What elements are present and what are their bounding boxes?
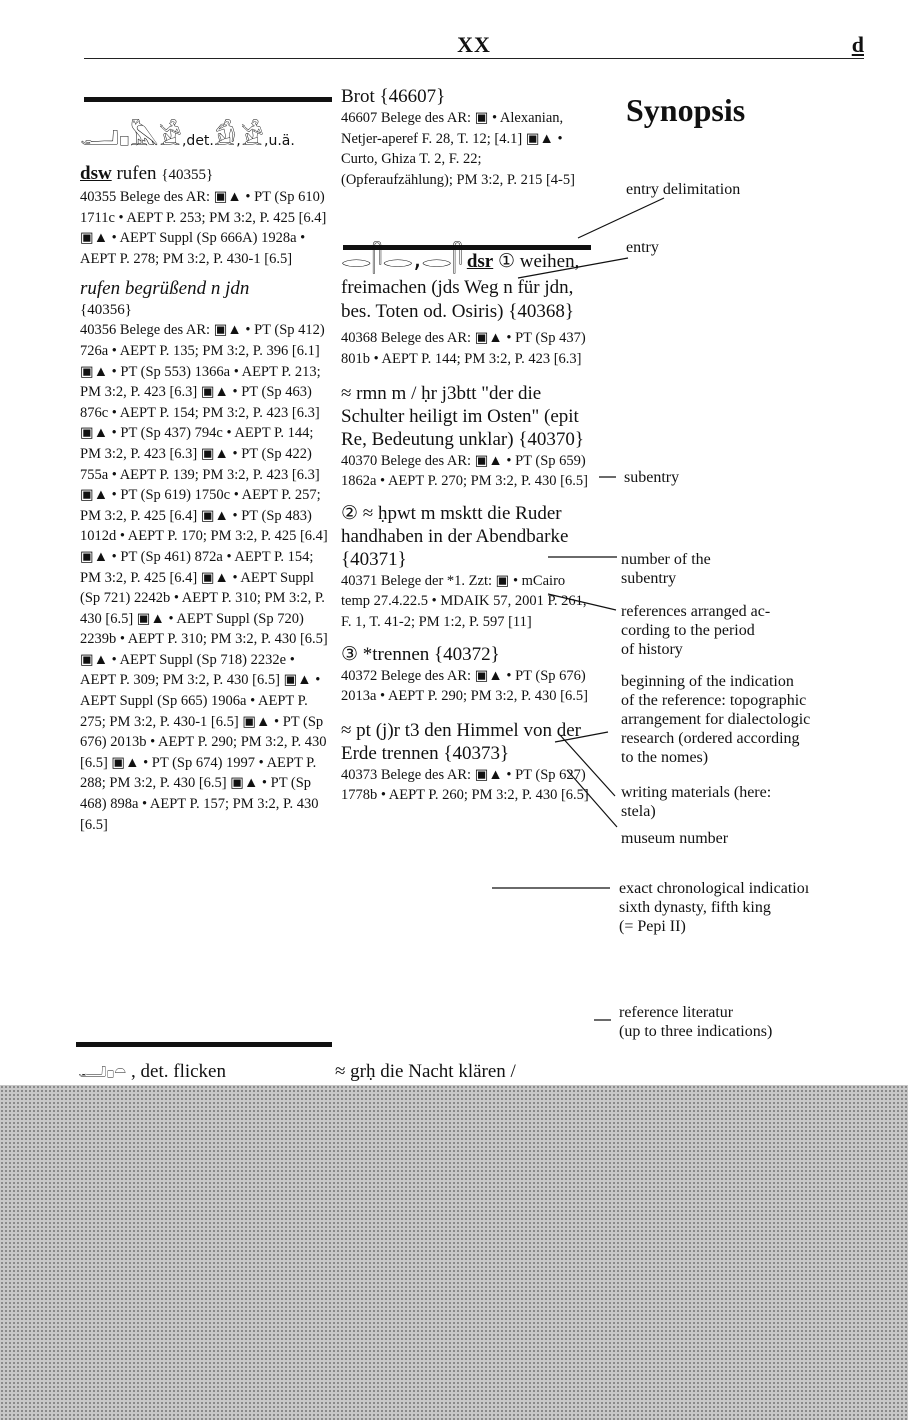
subentry: ② ≈ ḥpwt m msktt die Ruder handhaben in der Abendbarke {40371}	[341, 502, 569, 570]
reference-block: 40356 Belege des AR: ▣▲ • PT (Sp 412) 726a • AEPT P. 135; PM 3:2, P. 396 [6.1] ▣▲ • PT (Sp 553) 1366a • AEPT P. 213; PM 3:2, P. 423 [6.3] ▣▲ • PT (Sp 463) 876c • AEPT P. 154; PM 3:2, P. 423 [6.3] ▣▲ • PT (Sp 437) 794c • AEPT P. 144; PM 3:2, P. 423 [6.3] ▣▲ • PT (Sp 422) 755a • AEPT P. 139; PM 3:2, P. 423 [6.3] ▣▲ • PT (Sp 619) 1750c • AEPT P. 257; PM 3:2, P. 425 [6.4] ▣▲ • PT (Sp 483) 1012d • AEPT P. 170; PM 3:2, P. 425 [6.4] ▣▲ • PT (Sp 461) 872a • AEPT P. 154; PM 3:2, P. 425 [6.4] ▣▲ • AEPT Suppl (Sp 721) 2242b • AEPT P. 310; PM 3:2, P. 430 [6.5] ▣▲ • AEPT Suppl (Sp 720) 2239b • AEPT P. 310; PM 3:2, P. 430 [6.5] ▣▲ • AEPT Suppl (Sp 718) 2232e • AEPT P. 309; PM 3:2, P. 430 [6.5] ▣▲ • AEPT Suppl (Sp 665) 1906a • AEPT P. 275; PM 3:2, P. 430-1 [6.5] ▣▲ • PT (Sp 676) 2013b • AEPT P. 290; PM 3:2, P. 430 [6.5] ▣▲ • PT (Sp 674) 1997 • AEPT P. 288; PM 3:2, P. 430 [6.5] ▣▲ • PT (Sp 468) 898a • AEPT P. 157; PM 3:2, P. 430 [6.5]	[80, 322, 328, 833]
hieroglyph-group: 𓂝𓊪𓅓𓀀	[80, 122, 182, 152]
reference-block: 40355 Belege des AR: ▣▲ • PT (Sp 610) 1711c • AEPT P. 253; PM 3:2, P. 425 [6.4] ▣▲ • AEPT Suppl (Sp 666A) 1928a • AEPT P. 278; PM 3:2, P. 430-1 [6.5]	[80, 189, 327, 267]
entry-continuation: Brot {46607}	[341, 86, 446, 107]
column-middle	[341, 85, 591, 806]
hieroglyph-group: 𓂋𓋴𓂋,𓂋𓋴	[341, 244, 463, 275]
reference-block: 46607 Belege des AR: ▣ • Alexanian, Netjer-aperef F. 28, T. 12; [4.1] ▣▲ • Curto, Ghiza T. 2, F. 22; (Opferaufzählung); PM 3:2, P. 215 [4-5]	[341, 110, 575, 188]
label-subentry: subentry	[624, 469, 680, 486]
label-writing-materials: writing materials (here: stela)	[621, 784, 772, 820]
subentry-number: {40356}	[80, 302, 132, 319]
reference-block: 40371 Belege der *1. Zzt: ▣ • mCairo temp 27.4.22.5 • MDAIK 57, 2001 P. 261, F. 1, T. 41-2; PM 1:2, P. 597 [11]	[341, 572, 587, 630]
lemma-number: {40355}	[161, 167, 214, 183]
subentry: ≈ pt (j)r t3 den Himmel von der Erde trennen {40373}	[341, 719, 581, 764]
entry-delimitation-rule	[76, 1042, 332, 1047]
hieroglyph-note: ,u.ä.	[264, 133, 295, 149]
reference-block: 40368 Belege des AR: ▣▲ • PT (Sp 437) 801b • AEPT P. 144; PM 3:2, P. 423 [6.3]	[341, 330, 586, 367]
lemma-transliteration: dsr	[466, 251, 494, 273]
reference-block: 40370 Belege des AR: ▣▲ • PT (Sp 659) 1862a • AEPT P. 270; PM 3:2, P. 430 [6.5]	[341, 452, 588, 490]
lemma-meaning: ① weihen, freimachen (jds Weg n für jdn, bes. Toten od. Osiris) {40368}	[341, 251, 580, 323]
scan-texture-overlay	[0, 1085, 908, 1420]
label-reference-literature: reference literatur (up to three indications)	[619, 1004, 773, 1040]
subentry: ③ *trennen {40372}	[341, 643, 500, 665]
label-beginning: beginning of the indication of the reference: topographic arrangement for dialectologic research (ordered according to the nomes)	[621, 673, 811, 766]
reference-block: 40373 Belege des AR: ▣▲ • PT (Sp 627) 1778b • AEPT P. 260; PM 3:2, P. 430 [6.5]	[341, 766, 589, 804]
column-left	[80, 120, 330, 835]
synopsis-title: Synopsis	[626, 92, 746, 128]
subentry-meaning: rufen begrüßend n jdn	[80, 278, 250, 300]
hieroglyph-note: ,det.	[181, 133, 214, 149]
label-number-of-subentry: number of the subentry	[621, 551, 711, 587]
section-letter: d	[851, 32, 864, 57]
hieroglyph-note: ,	[236, 133, 241, 149]
label-chronological: exact chronological indicatioı sixth dynasty, fifth king (= Pepi II)	[619, 880, 810, 935]
cut-off-line: 𓂝𓊪𓏏 , det. flicken	[78, 1061, 226, 1082]
lemma-meaning: rufen	[111, 163, 162, 184]
hieroglyph-group: 𓀀	[240, 122, 265, 152]
running-header	[84, 30, 864, 59]
label-references: references arranged ac- cording to the period of history	[621, 603, 771, 658]
hieroglyph-group: 𓀁	[213, 122, 237, 152]
cut-off-line: ≈ grḥ die Nacht klären /	[335, 1061, 516, 1082]
lemma	[80, 162, 330, 187]
lemma-transliteration: dsw	[80, 163, 112, 184]
subentry: ≈ rmn m / ḥr j3btt "der die Schulter heiligt im Osten" (epit Re, Bedeutung unklar) {40370}	[341, 382, 585, 450]
page-number: XX	[457, 32, 491, 57]
hieroglyph-spelling	[80, 120, 330, 158]
reference-block: 40372 Belege des AR: ▣▲ • PT (Sp 676) 2013a • AEPT P. 290; PM 3:2, P. 430 [6.5]	[341, 667, 588, 705]
label-museum-number: museum number	[621, 830, 729, 847]
label-entry: entry	[626, 239, 659, 256]
entry-delimitation-rule	[84, 97, 332, 102]
label-entry-delimitation: entry delimitation	[626, 181, 741, 198]
hieroglyph-spelling	[341, 244, 463, 274]
